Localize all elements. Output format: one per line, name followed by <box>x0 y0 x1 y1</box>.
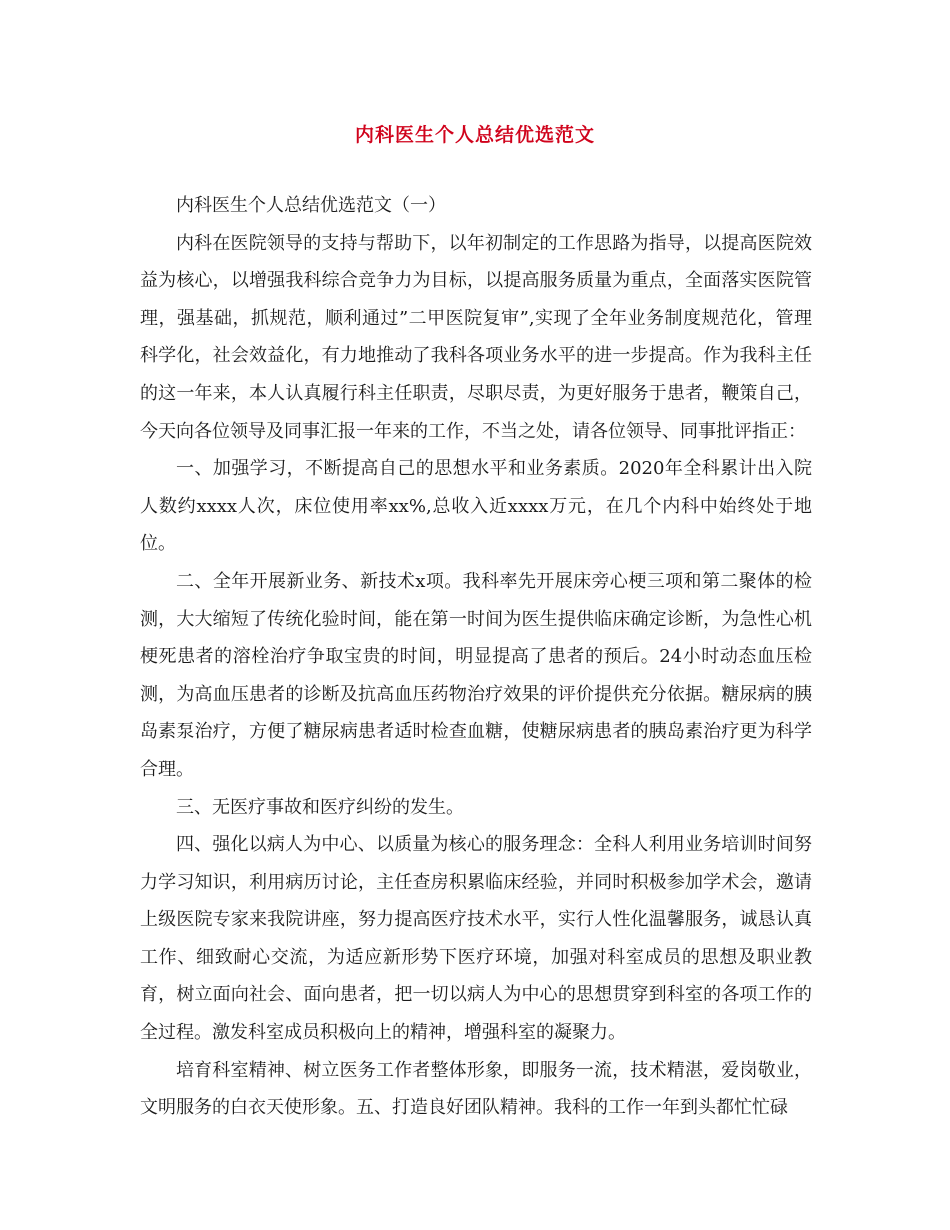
paragraph-item-2: 二、全年开展新业务、新技术x项。我科率先开展床旁心梗三项和第二聚体的检测，大大缩短了传统化验时间，能在第一时间为医生提供临床确定诊断，为急性心机梗死患者的溶栓治疗争取宝贵的时间，明显提高了患者的预后。24小时动态血压检测，为高血压患者的诊断及抗高血压药物治疗效果的评价提供充分依据。糖尿病的胰岛素泵治疗，方便了糖尿病患者适时检查血糖，使糖尿病患者的胰岛素治疗更为科学合理。 <box>140 570 812 780</box>
paragraph-intro: 内科在医院领导的支持与帮助下，以年初制定的工作思路为指导，以提高医院效益为核心，以增强我科综合竞争力为目标，以提高服务质量为重点，全面落实医院管理，强基础，抓规范，顺利通过”二甲医院复审”,实现了全年业务制度规范化，管理科学化，社会效益化，有力地推动了我科各项业务水平的进一步提高。作为我科主任的这一年来，本人认真履行科主任职责，尽职尽责，为更好服务于患者，鞭策自己，今天向各位领导及同事汇报一年来的工作，不当之处，请各位领导、同事批评指正： <box>140 232 812 442</box>
paragraph-item-1: 一、加强学习，不断提高自己的思想水平和业务素质。2020年全科累计出入院人数约xxxx人次，床位使用率xx%,总收入近xxxx万元，在几个内科中始终处于地位。 <box>140 458 812 555</box>
paragraph-item-4: 四、强化以病人为中心、以质量为核心的服务理念：全科人利用业务培训时间努力学习知识，利用病历讨论，主任查房积累临床经验，并同时积极参加学术会，邀请上级医院专家来我院讲座，努力提高医疗技术水平，实行人性化温馨服务，诚恳认真工作、细致耐心交流，为适应新形势下医疗环境，加强对科室成员的思想及职业教育，树立面向社会、面向患者，把一切以病人为中心的思想贯穿到科室的各项工作的全过程。激发科室成员积极向上的精神，增强科室的凝聚力。 <box>140 834 812 1044</box>
document-body <box>140 187 812 1127</box>
paragraph-continuation: 培育科室精神、树立医务工作者整体形象，即服务一流，技术精湛，爱岗敬业，文明服务的白衣天使形象。五、打造良好团队精神。我科的工作一年到头都忙忙碌 <box>140 1059 812 1119</box>
section-heading: 内科医生个人总结优选范文（一） <box>176 195 446 216</box>
paragraph-item-3: 三、无医疗事故和医疗纠纷的发生。 <box>176 796 464 818</box>
document-title: 内科医生个人总结优选范文 <box>354 124 595 146</box>
